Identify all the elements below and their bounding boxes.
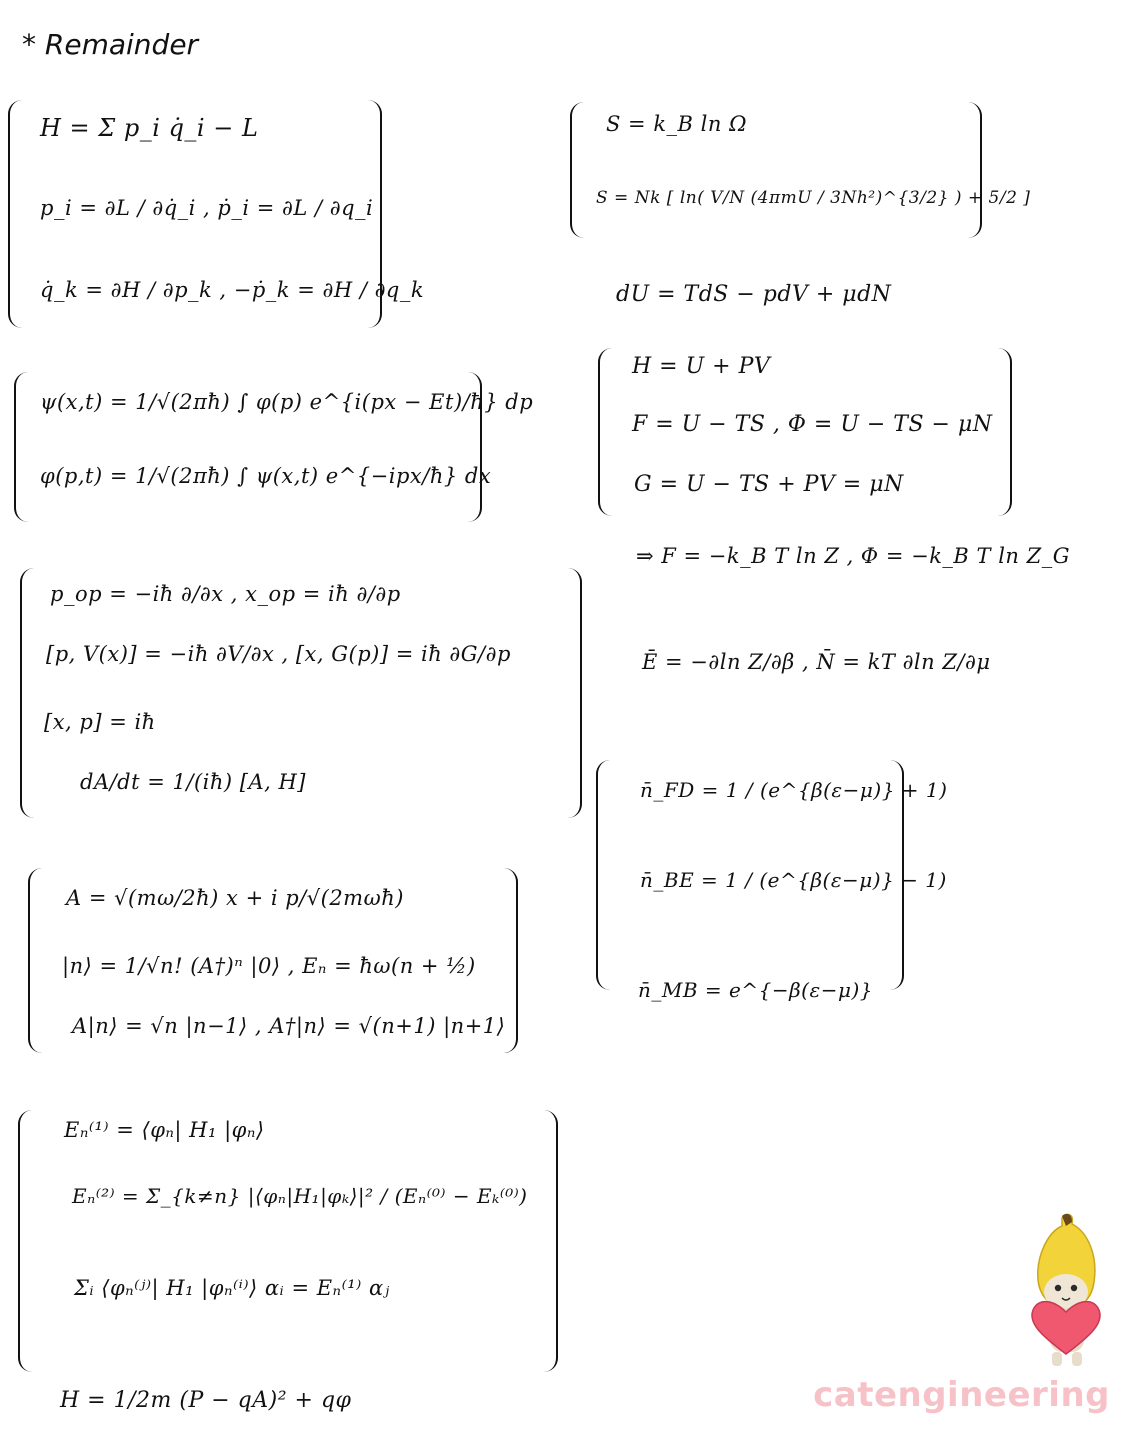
ladder-operator-block bbox=[28, 868, 518, 1053]
equation-line: Eₙ⁽¹⁾ = ⟨φₙ| H₁ |φₙ⟩ bbox=[64, 1118, 265, 1142]
thermo-potentials-block bbox=[598, 348, 1012, 516]
distribution-block bbox=[596, 760, 948, 1002]
equation-line: p_i = ∂L / ∂q̇_i , ṗ_i = ∂L / ∂q_i bbox=[40, 196, 374, 220]
equation-line: |n⟩ = 1/√n! (A†)ⁿ |0⟩ , Eₙ = ħω(n + ½) bbox=[62, 954, 476, 978]
equation-line: ψ(x,t) = 1/√(2πħ) ∫ φ(p) e^{i(px − Et)/ħ} dp bbox=[40, 390, 534, 414]
equation-line: Σᵢ ⟨φₙ⁽ʲ⁾| H₁ |φₙ⁽ⁱ⁾⟩ αᵢ = Eₙ⁽¹⁾ αⱼ bbox=[74, 1276, 390, 1300]
watermark: catengineering bbox=[813, 1375, 1110, 1415]
equation-line: q̇_k = ∂H / ∂p_k , −ṗ_k = ∂H / ∂q_k bbox=[40, 278, 425, 302]
entropy-block bbox=[570, 102, 1031, 238]
equation-line: G = U − TS + PV = μN bbox=[634, 472, 904, 497]
equation-line: [p, V(x)] = −iħ ∂V/∂x , [x, G(p)] = iħ ∂G/∂p bbox=[46, 642, 511, 666]
equation-line: Ē = −∂ln Z/∂β , N̄ = kT ∂ln Z/∂μ bbox=[642, 650, 991, 674]
perturbation-block bbox=[18, 1110, 558, 1372]
commutator-block bbox=[20, 568, 582, 818]
equation-line: S = Nk [ ln( V/N (4πmU / 3Nh²)^{3/2} ) + 5/2 ] bbox=[596, 188, 1031, 208]
equation-line: Eₙ⁽²⁾ = Σ_{k≠n} |⟨φₙ|H₁|φₖ⟩|² / (Eₙ⁽⁰⁾ − Eₖ⁽⁰⁾) bbox=[72, 1184, 528, 1208]
equation-line: F = U − TS , Φ = U − TS − μN bbox=[632, 412, 993, 437]
equation-line: n̄_FD = 1 / (e^{β(ε−μ)} + 1) bbox=[640, 778, 948, 802]
equation-line: A = √(mω/2ħ) x + i p/√(2mωħ) bbox=[66, 886, 404, 910]
equation-line: dU = TdS − pdV + μdN bbox=[616, 282, 892, 307]
equation-line: S = k_B ln Ω bbox=[606, 112, 747, 136]
banana-cat-heart-icon bbox=[1022, 1212, 1112, 1372]
equation-line: p_op = −iħ ∂/∂x , x_op = iħ ∂/∂p bbox=[50, 582, 401, 606]
equation-line: [x, p] = iħ bbox=[44, 710, 156, 734]
equation-line: H = Σ p_i q̇_i − L bbox=[40, 114, 259, 142]
equation-line: dA/dt = 1/(iħ) [A, H] bbox=[80, 770, 306, 794]
equation-line: H = 1/2m (P − qA)² + qφ bbox=[60, 1388, 352, 1413]
equation-line: n̄_BE = 1 / (e^{β(ε−μ)} − 1) bbox=[640, 868, 947, 892]
hamiltonian-block bbox=[8, 100, 425, 328]
equation-line: φ(p,t) = 1/√(2πħ) ∫ ψ(x,t) e^{−ipx/ħ} dx bbox=[40, 464, 492, 488]
page-title: * Remainder bbox=[22, 28, 199, 61]
equation-line: A|n⟩ = √n |n−1⟩ , A†|n⟩ = √(n+1) |n+1⟩ bbox=[72, 1014, 506, 1038]
equation-line: ⇒ F = −k_B T ln Z , Φ = −k_B T ln Z_G bbox=[636, 544, 1070, 568]
equation-line: H = U + PV bbox=[632, 354, 771, 379]
equation-line: n̄_MB = e^{−β(ε−μ)} bbox=[638, 978, 873, 1002]
fourier-block bbox=[14, 372, 534, 522]
